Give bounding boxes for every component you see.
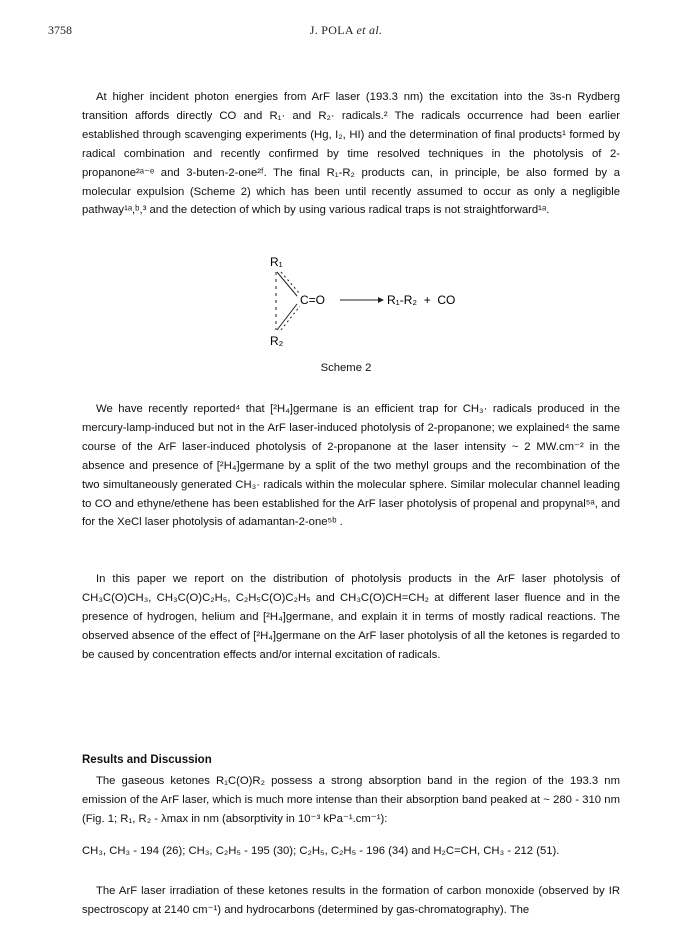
page-number: 3758: [48, 23, 72, 37]
et-al: et al.: [356, 23, 383, 37]
reaction-arrow-head: [378, 297, 384, 303]
scheme-svg: [0, 252, 692, 352]
absorption-values-line: CH₃, CH₃ - 194 (26); CH₃, C₂H₅ - 195 (30); C₂H₅, C₂H₅ - 196 (34) and H₂C=CH, CH₃ - 212 (51).: [82, 845, 560, 857]
scheme-caption: Scheme 2: [320, 362, 372, 374]
r2-c-bond: [277, 304, 297, 330]
paragraph-irradiation: The ArF laser irradiation of these ketones results in the formation of carbon monoxide (observed by IR spectroscopy at 2140 cm⁻¹) and hydrocarbons (determined by gas-chromatography). The: [82, 885, 620, 916]
r2-c-bond-dashed: [281, 306, 300, 330]
author-names: J. POLA: [309, 23, 354, 37]
scheme-2-diagram: [0, 252, 692, 352]
carbonyl-label: C=O: [300, 293, 326, 307]
running-head: [0, 20, 692, 40]
running-authors: [0, 23, 692, 38]
paragraph-this-paper: In this paper we report on the distribution of photolysis products in the ArF laser photolysis of CH₃C(O)CH₃, CH₃C(O)C₂H₅, C₂H₅C(O)C₂H₅ and CH₃C(O)CH=CH₂ at different laser fluence and in the presence of hydrogen, helium and [²H₄]germane, and explain it in terms of mostly radical reactions. The observed absence of the effect of [²H₄]germane on the ArF laser photolysis of all the ketones is regarded to be caused by concentration effects and/or internal excitation of radicals.: [82, 573, 620, 661]
r1-c-bond-dashed: [281, 272, 300, 294]
paragraph-intro: At higher incident photon energies from ArF laser (193.3 nm) the excitation into the 3s-n Rydberg transition affords directly CO and R₁· and R₂· radicals.² The radicals occurrence had been earlier established through scavenging experiments (Hg, I₂, HI) and the determination of final products¹ formed by radical combination and recently confirmed by time resolved techniques in the photolysis of 2-propanone²ᵃ⁻ᵉ and 3-buten-2-one²ᶠ. The final R₁-R₂ products can, in principle, be also formed by a molecular expulsion (Scheme 2) which has been until recently assumed to occur as only a negligible pathway¹ᵃ,ᵇ,³ and the detection of which by using various radical traps is not straightforward¹ᵃ.: [82, 91, 620, 217]
r1-c-bond: [277, 272, 297, 296]
r1-label: R₁: [270, 255, 283, 269]
paragraph-absorption: The gaseous ketones R₁C(O)R₂ possess a strong absorption band in the region of the 193.3 nm emission of the ArF laser, which is much more intense than their absorption band peaked at ~ 280 - 310 nm (Fig. 1; R₁, R₂ - λmax in nm (absorptivity in 10⁻³ kPa⁻¹.cm⁻¹):: [82, 775, 620, 825]
paragraph-germane-trap: We have recently reported⁴ that [²H₄]germane is an efficient trap for CH₃· radicals produced in the mercury-lamp-induced but not in the ArF laser-induced photolysis of 2-propanone; we explained⁴ the same course of the ArF laser-induced photolysis of 2-propanone at the laser intensity ~ 2 MW.cm⁻² in the absence and presence of [²H₄]germane by a split of the two methyl groups and the recombination of the two simultaneously generated CH₃· radicals within the molecular sphere. Similar molecular channel leading to CO and ethyne/ethene has been established for the ArF laser photolysis of propenal and propynal⁵ᵃ, and for the XeCl laser photolysis of adamantan-2-one⁵ᵇ .: [82, 403, 620, 529]
r2-label: R₂: [270, 334, 284, 348]
section-heading: Results and Discussion: [82, 754, 212, 766]
products-label: R₁-R₂ + CO: [387, 293, 456, 307]
